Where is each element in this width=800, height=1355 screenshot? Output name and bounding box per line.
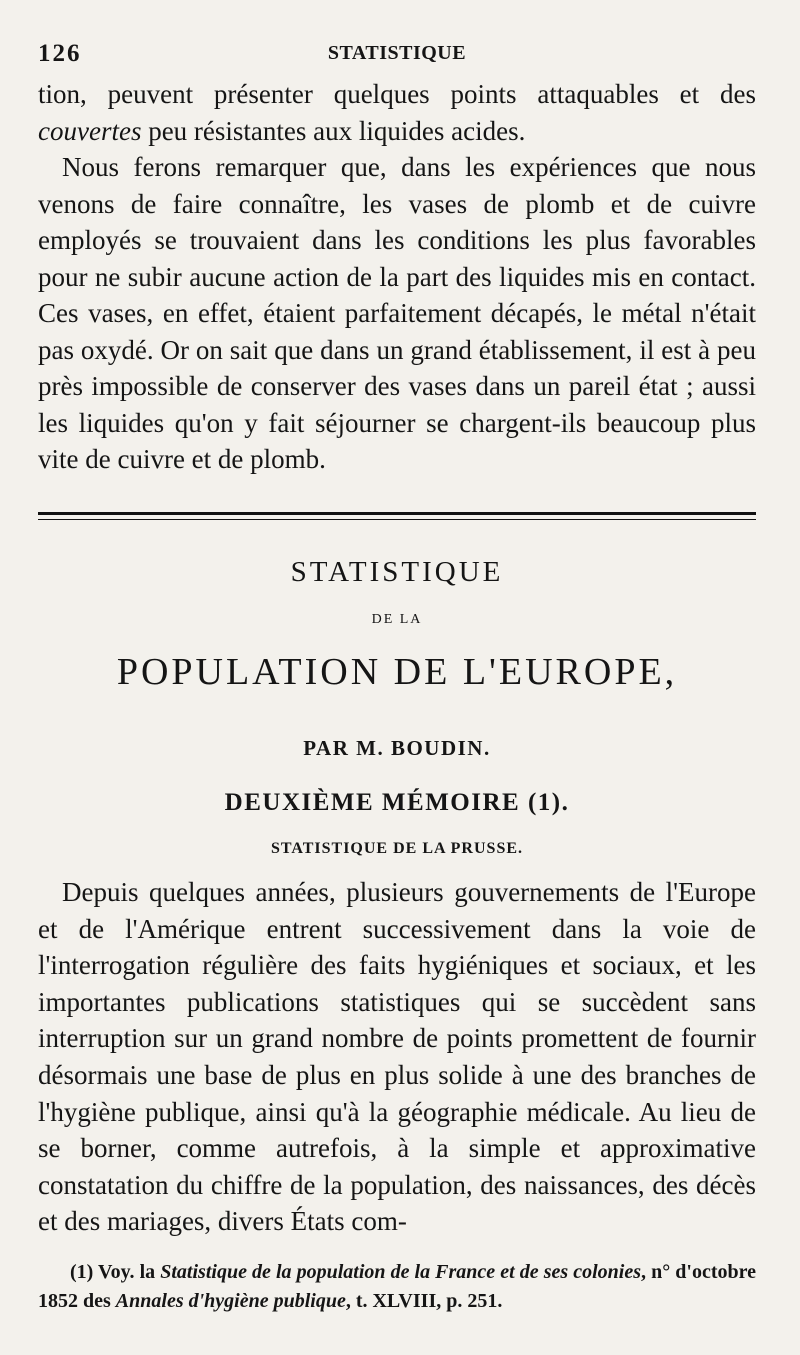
footnote-end: , t. XLVIII, p. 251.	[345, 1290, 503, 1312]
footnote-text	[38, 1258, 756, 1316]
paragraph-line: tion, peuvent présenter quelques points attaquables et des	[38, 79, 756, 109]
footnote-italic-journal: Annales d'hygiène publique	[115, 1290, 346, 1312]
footnote-mid: , n° d'octobre 1852 des	[38, 1261, 757, 1312]
running-head: STATISTIQUE	[327, 42, 467, 64]
italic-word: couvertes	[38, 115, 142, 146]
paragraph-continuation	[38, 76, 756, 149]
footnote-marker: (1) Voy. la	[70, 1261, 161, 1283]
top-body-text	[38, 76, 756, 478]
title-line-2: DE LA	[371, 612, 423, 627]
paragraph-remarque: Nous ferons remarquer que, dans les expériences que nous venons de faire connaître, les vases de plomb et de cuivre employés se trouvaient dans les conditions les plus favorables pour ne subir aucune action de la part des liquides mis en contact. Ces vases, en effet, étaient parfaitement décapés, le métal n'était pas oxydé. Or on sait que dans un grand établissement, il est à peu près impossible de conserver des vases dans un pareil état ; aussi les liquides qu'on y fait séjourner se chargent-ils beaucoup plus vite de cuivre et de plomb.	[38, 152, 756, 474]
footnote	[38, 1258, 756, 1316]
paragraph-depuis: Depuis quelques années, plusieurs gouvernements de l'Europe et de l'Amérique entrent successivement dans la voie de l'interrogation régulière des faits hygiéniques et sociaux, et les importantes publications statistiques qui se succèdent sans interruption sur un grand nombre de points promettent de fournir désormais une base de plus en plus solide à une des branches de l'hygiène publique, ainsi qu'à la géographie médicale. Au lieu de se borner, comme autrefois, à la simple et approximative constatation du chiffre de la population, des naissances, des décès et des mariages, divers États com-	[38, 877, 756, 1237]
page-number: 126	[38, 40, 82, 67]
page-header	[38, 36, 756, 66]
author-line: PAR M. BOUDIN.	[303, 736, 491, 760]
paragraph-line-rest: peu résistantes aux liquides acides.	[141, 115, 526, 146]
title-line-3: POPULATION DE L'EUROPE,	[116, 651, 678, 693]
title-line-1: STATISTIQUE	[290, 556, 504, 588]
section-rule	[38, 512, 756, 520]
memoire-heading: DEUXIÈME MÉMOIRE (1).	[224, 789, 570, 816]
footnote-italic-title: Statistique de la population de la France et de ses colonies	[160, 1261, 641, 1283]
section-heading: STATISTIQUE DE LA PRUSSE.	[270, 840, 524, 857]
article-title-block	[38, 552, 756, 860]
bottom-body-text	[38, 874, 756, 1240]
